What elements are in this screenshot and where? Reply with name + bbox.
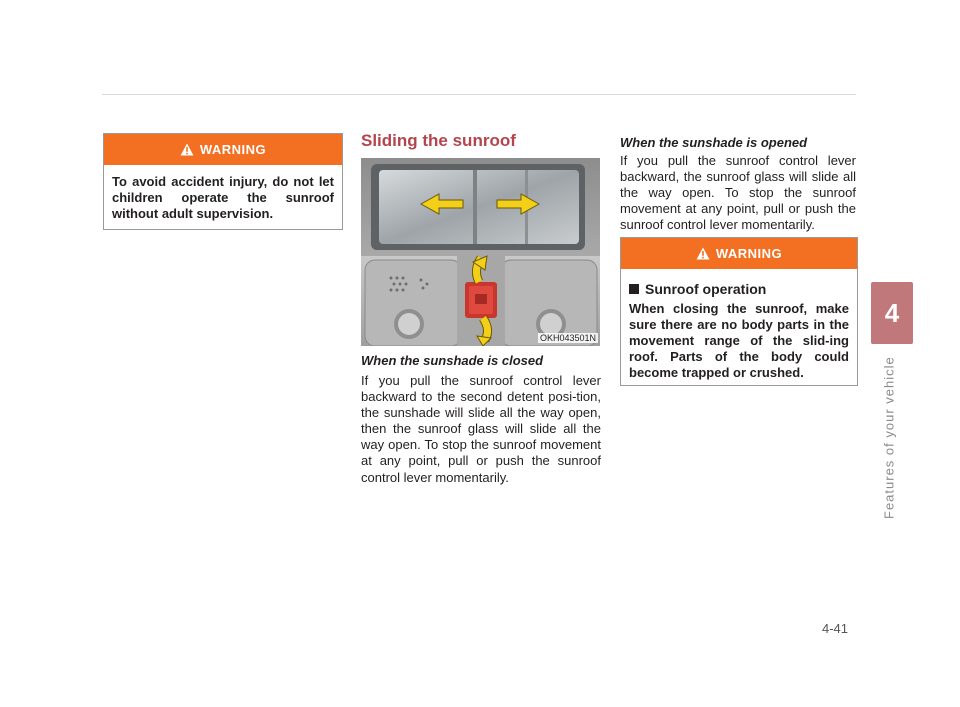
sunroof-illustration	[361, 158, 600, 346]
warning-header-label: WARNING	[199, 142, 267, 157]
paragraph-sunshade-closed: If you pull the sunroof control lever backward to the second detent posi-tion, the sunshade will slide all the way open, then the sunroof glass will slide all the way open. To stop the sunroof movement at any point, pull or push the sunroof control lever momentarily.	[361, 373, 601, 485]
top-rule	[102, 94, 856, 95]
warning-header	[621, 238, 857, 269]
sunroof-figure	[361, 158, 600, 346]
subheading-sunshade-closed: When the sunshade is closed	[361, 353, 544, 368]
warning-box-sunroof-operation	[620, 237, 858, 386]
warning-body: To avoid accident injury, do not let children operate the sunroof without adult supervision.	[112, 174, 334, 221]
warning-body: When closing the sunroof, make sure there are no body parts in the movement range of the slid-ing roof. Parts of the body could become trapped or crushed.	[629, 301, 849, 380]
square-bullet-icon	[629, 284, 639, 294]
warning-box-supervision	[103, 133, 343, 230]
warning-header	[104, 134, 342, 165]
chapter-number-tab: 4	[871, 282, 913, 344]
page-number: 4-41	[822, 621, 849, 636]
figure-code: OKH043501N	[539, 333, 596, 343]
warning-triangle-icon	[180, 143, 194, 156]
warning-header-label: WARNING	[715, 246, 783, 261]
warning-subtitle	[621, 269, 857, 301]
warning-triangle-icon	[696, 247, 710, 260]
warning-subtitle-label: Sunroof operation	[645, 281, 767, 297]
paragraph-sunshade-opened: If you pull the sunroof control lever backward, the sunroof glass will slide all the way open. To stop the sunroof movement at any point, pull or push the sunroof control lever momentarily.	[620, 153, 856, 233]
section-title: Sliding the sunroof	[361, 131, 516, 150]
subheading-sunshade-opened: When the sunshade is opened	[620, 135, 808, 150]
chapter-title: Features of your vehicle	[881, 356, 897, 519]
